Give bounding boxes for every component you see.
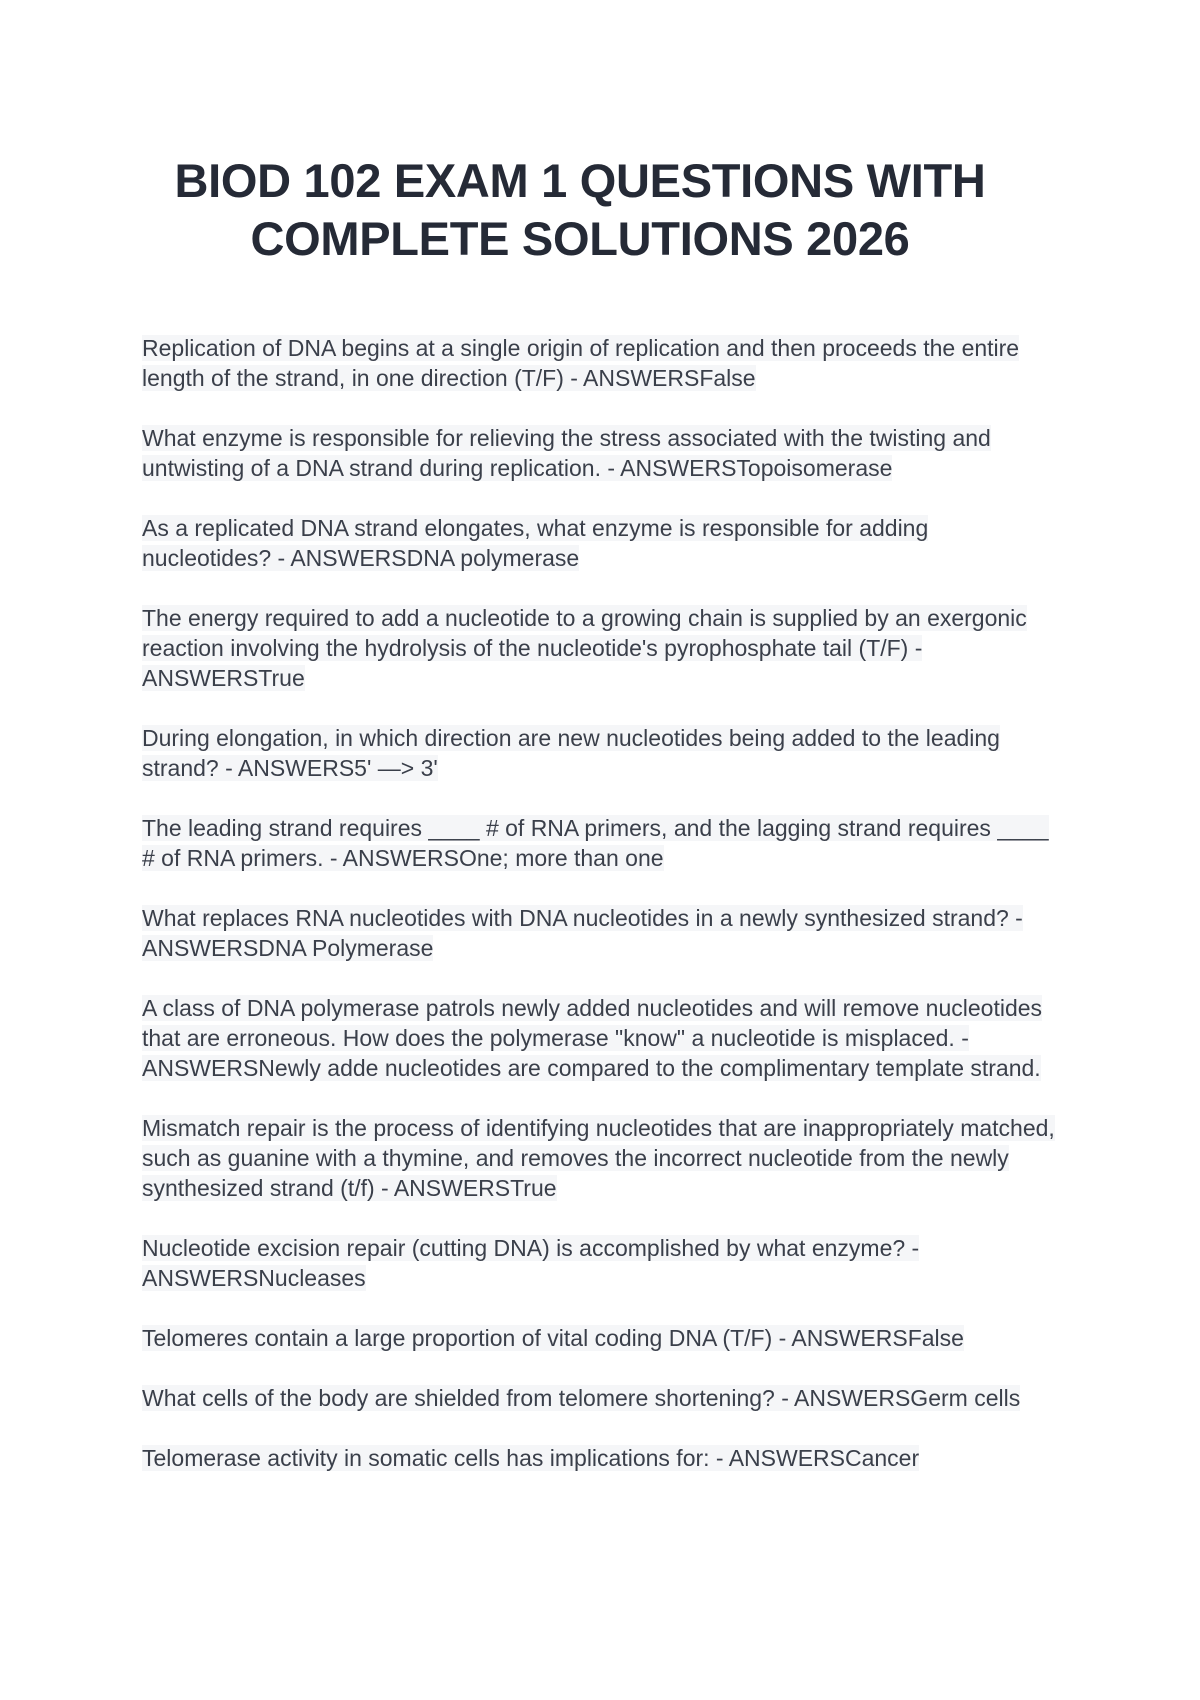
qa-item: [142, 1323, 1062, 1353]
qa-text: The energy required to add a nucleotide to a growing chain is supplied by an exergonic reaction involving the hydrolysis of the nucleotide's pyrophosphate tail (T/F) - ANSWERSTrue: [142, 605, 1027, 691]
qa-text: What enzyme is responsible for relieving the stress associated with the twisting and untwisting of a DNA strand during replication. - ANSWERSTopoisomerase: [142, 425, 991, 481]
qa-item: [142, 603, 1062, 693]
qa-item: [142, 813, 1062, 873]
qa-text: Replication of DNA begins at a single origin of replication and then proceeds the entire length of the strand, in one direction (T/F) - ANSWERSFalse: [142, 335, 1020, 391]
qa-text: Mismatch repair is the process of identifying nucleotides that are inappropriately matched, such as guanine with a thymine, and removes the incorrect nucleotide from the newly synthesized strand (t/f) - ANSWERSTrue: [142, 1115, 1055, 1201]
qa-item: [142, 1113, 1062, 1203]
title-line-2: COMPLETE SOLUTIONS 2026: [250, 212, 910, 265]
title-line-1: BIOD 102 EXAM 1 QUESTIONS WITH: [174, 154, 986, 207]
qa-item: [142, 723, 1062, 783]
qa-text: As a replicated DNA strand elongates, what enzyme is responsible for adding nucleotides? - ANSWERSDNA polymerase: [142, 515, 929, 571]
qa-text: Telomerase activity in somatic cells has implications for: - ANSWERSCancer: [142, 1445, 920, 1471]
qa-item: [142, 333, 1062, 393]
document-title: [130, 152, 1030, 268]
qa-item: [142, 513, 1062, 573]
qa-item: [142, 1233, 1062, 1293]
qa-text: What cells of the body are shielded from telomere shortening? - ANSWERSGerm cells: [142, 1385, 1021, 1411]
qa-item: [142, 903, 1062, 963]
qa-text: During elongation, in which direction are new nucleotides being added to the leading strand? - ANSWERS5' —> 3': [142, 725, 1000, 781]
qa-item: [142, 423, 1062, 483]
qa-item: [142, 993, 1062, 1083]
qa-text: A class of DNA polymerase patrols newly added nucleotides and will remove nucleotides that are erroneous. How does the polymerase "know" a nucleotide is misplaced. - ANSWERSNewly adde nucleotides are compared to the complimentary template strand.: [142, 995, 1043, 1081]
qa-item: [142, 1443, 1062, 1473]
qa-item: [142, 1383, 1062, 1413]
question-answer-list: [142, 333, 1062, 1503]
qa-text: Nucleotide excision repair (cutting DNA) is accomplished by what enzyme? - ANSWERSNucleases: [142, 1235, 920, 1291]
qa-text: What replaces RNA nucleotides with DNA nucleotides in a newly synthesized strand? - ANSWERSDNA Polymerase: [142, 905, 1023, 961]
qa-text: Telomeres contain a large proportion of vital coding DNA (T/F) - ANSWERSFalse: [142, 1325, 964, 1351]
qa-text: The leading strand requires ____ # of RNA primers, and the lagging strand requires ____ # of RNA primers. - ANSWERSOne; more than one: [142, 815, 1049, 871]
